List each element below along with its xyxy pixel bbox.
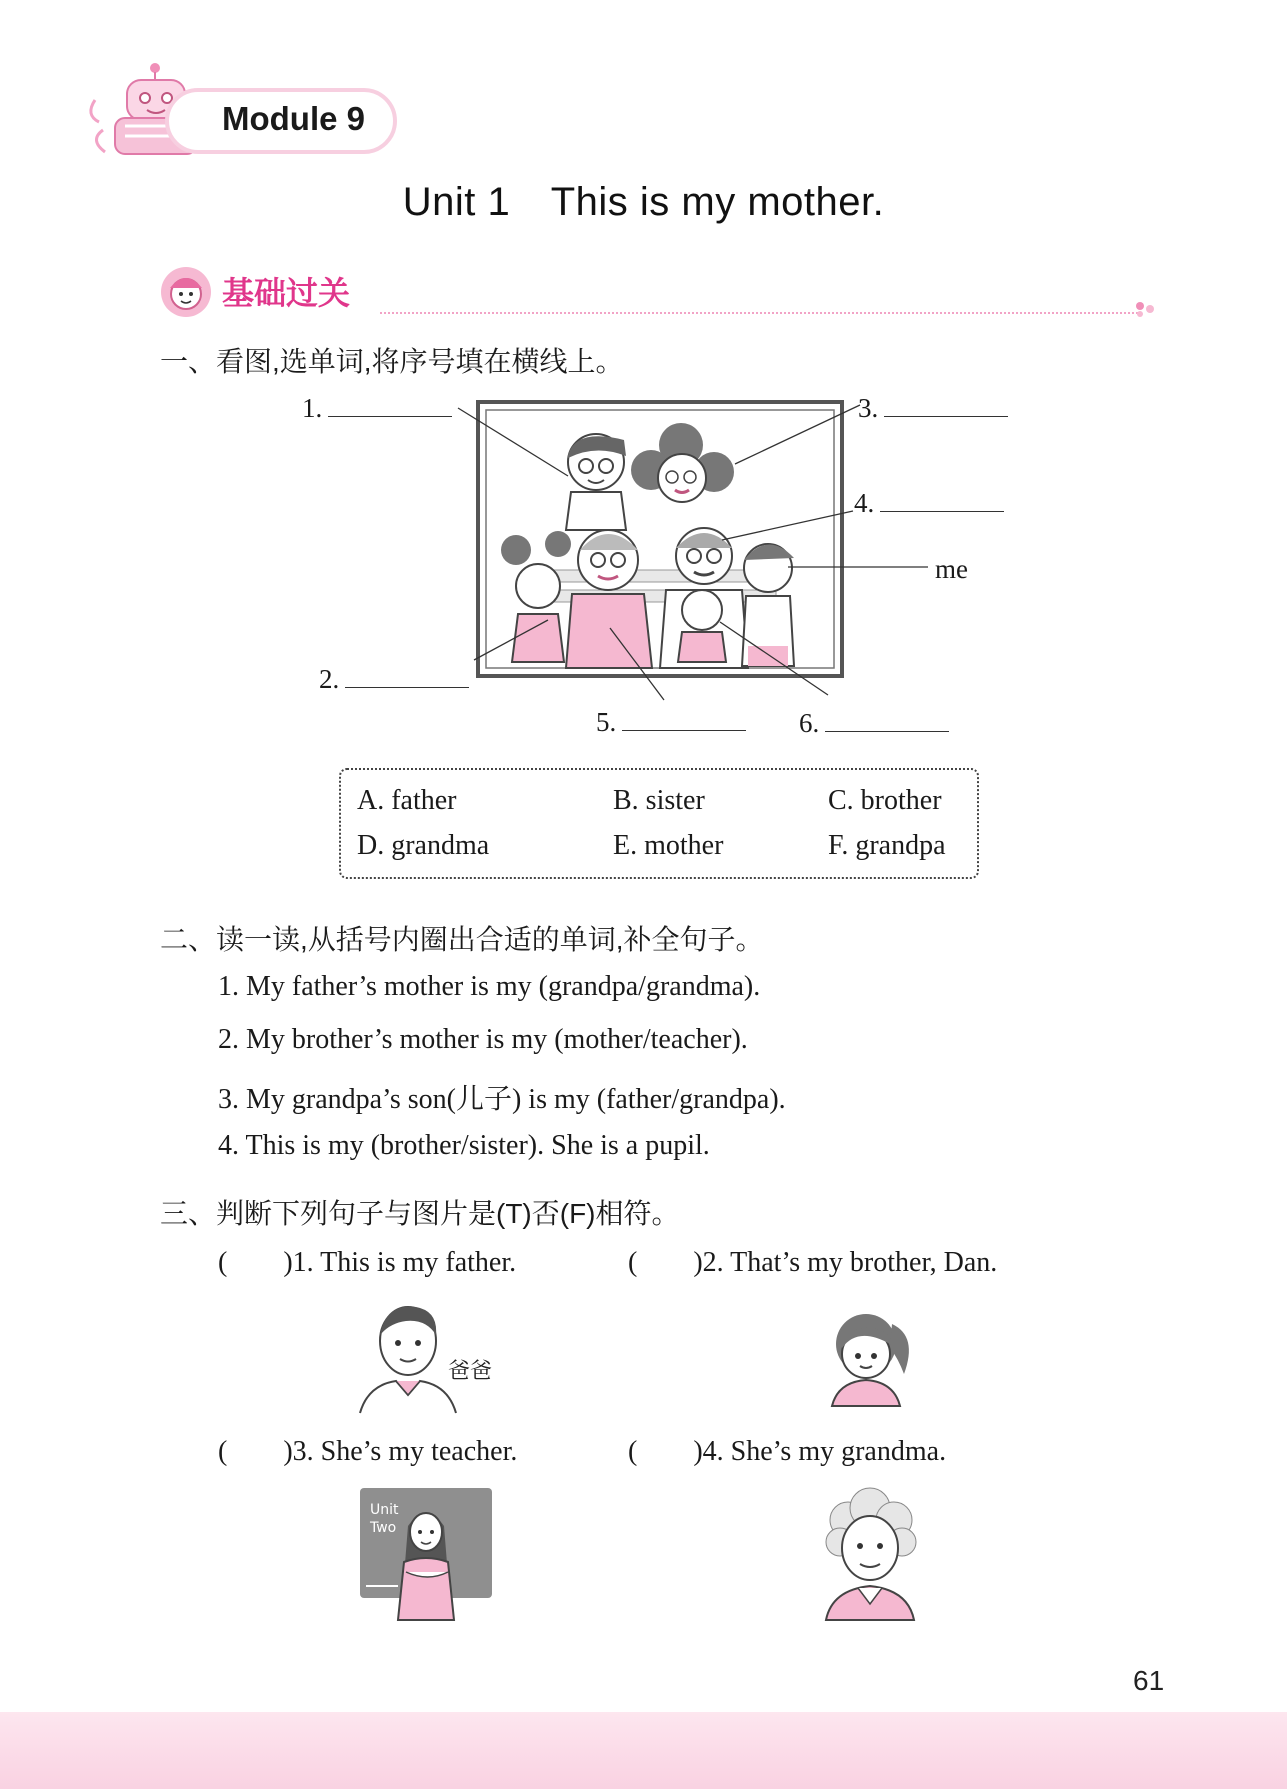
q3-item-3[interactable]: ( )3. She’s my teacher.: [218, 1436, 518, 1467]
answer-blank-3[interactable]: [884, 396, 1008, 417]
unit-title: Unit 1 This is my mother.: [402, 180, 885, 224]
footer-band: [0, 1712, 1287, 1789]
father-caption: 爸爸: [448, 1358, 493, 1383]
q2-item-4[interactable]: 4. This is my (brother/sister). She is a pupil.: [218, 1130, 710, 1161]
answer-blank-5[interactable]: [622, 710, 746, 731]
board-text-line-1: Unit: [370, 1502, 399, 1518]
q3-item-4[interactable]: ( )4. She’s my grandma.: [628, 1436, 947, 1467]
pointer-lines: [0, 0, 1287, 760]
module-title: Module 9: [222, 100, 366, 137]
q2-item-1[interactable]: 1. My father’s mother is my (grandpa/grandma).: [218, 971, 761, 1002]
teacher-picture: [358, 1486, 494, 1622]
answer-blank-6[interactable]: [825, 711, 949, 732]
q3-title: 三、判断下列句子与图片是(T)否(F)相符。: [160, 1198, 680, 1229]
answer-blank-1[interactable]: [328, 396, 452, 417]
option-f: F. grandpa: [828, 830, 946, 861]
q3-item-1[interactable]: ( )1. This is my father.: [218, 1247, 517, 1278]
option-b: B. sister: [613, 785, 705, 816]
label-5: 5.: [596, 707, 746, 738]
label-1: 1.: [302, 393, 452, 424]
answer-blank-2[interactable]: [345, 667, 469, 688]
label-6: 6.: [799, 708, 949, 739]
q2-title: 二、读一读,从括号内圈出合适的单词,补全句子。: [160, 924, 764, 955]
option-a: A. father: [357, 785, 457, 816]
q2-item-3[interactable]: 3. My grandpa’s son(儿子) is my (father/grandpa).: [218, 1084, 786, 1115]
girl-picture: [818, 1296, 922, 1408]
option-c: C. brother: [828, 785, 942, 816]
q2-item-2[interactable]: 2. My brother’s mother is my (mother/teacher).: [218, 1024, 748, 1055]
option-d: D. grandma: [357, 830, 490, 861]
answer-blank-4[interactable]: [880, 491, 1004, 512]
grandma-picture: [818, 1486, 922, 1622]
q1-title: 一、看图,选单词,将序号填在横线上。: [160, 346, 624, 377]
father-picture: [356, 1295, 460, 1415]
label-4: 4.: [854, 488, 1004, 519]
label-3: 3.: [858, 393, 1008, 424]
q3-item-2[interactable]: ( )2. That’s my brother, Dan.: [628, 1247, 998, 1278]
label-me: me: [935, 554, 968, 584]
option-e: E. mother: [613, 830, 724, 861]
page-number: 61: [1133, 1665, 1165, 1696]
board-text-line-2: Two: [370, 1520, 397, 1536]
section-title: 基础过关: [222, 275, 351, 311]
label-2: 2.: [319, 664, 469, 695]
